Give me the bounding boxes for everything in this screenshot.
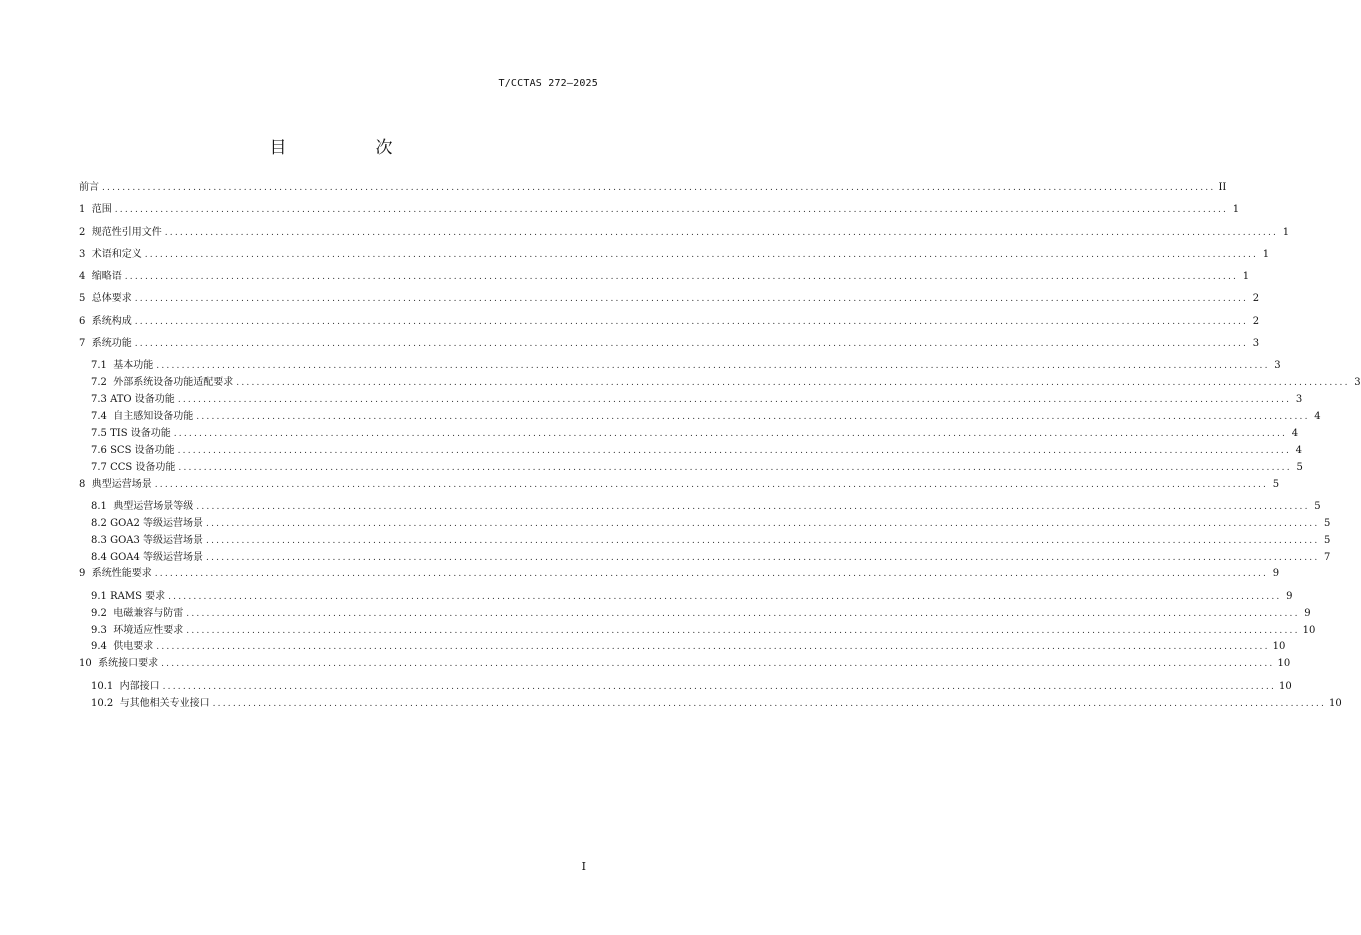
toc-entry[interactable] <box>79 680 1292 697</box>
toc-entry[interactable] <box>79 427 1299 444</box>
toc-entry-page: 2 <box>1252 315 1260 327</box>
toc-entry[interactable] <box>79 203 1240 225</box>
toc-leader-dots: ............................................................................................................................................................................................................................ <box>134 339 1249 350</box>
toc-entry-label: 10 系统接口要求 <box>79 658 159 670</box>
toc-entry[interactable] <box>79 248 1270 270</box>
toc-leader-dots: ............................................................................................................................................................................................................................ <box>154 479 1269 490</box>
toc-leader-dots: ............................................................................................................................................................................................................................ <box>178 462 1292 473</box>
toc-leader-dots: ............................................................................................................................................................................................................................ <box>144 249 1259 260</box>
toc-leader-dots: ............................................................................................................................................................................................................................ <box>177 395 1292 406</box>
toc-entry[interactable] <box>79 393 1303 410</box>
toc-entry[interactable] <box>79 551 1331 568</box>
toc-entry[interactable] <box>79 590 1293 607</box>
toc-entry-label: 8.3 GOA3 等级运营场景 <box>91 534 204 546</box>
toc-entry[interactable] <box>79 410 1321 427</box>
toc-entry-label: 1 范围 <box>79 204 112 216</box>
toc-entry-page: 10 <box>1272 641 1286 653</box>
toc-leader-dots: ............................................................................................................................................................................................................................ <box>156 642 1270 653</box>
toc-entry-page: 10 <box>1277 658 1291 670</box>
toc-leader-dots: ............................................................................................................................................................................................................................ <box>161 659 1275 670</box>
toc-entry-page: 5 <box>1314 500 1321 512</box>
toc-entry-label: 7.7 CCS 设备功能 <box>91 461 176 473</box>
toc-entry-label: 10.1 内部接口 <box>91 680 160 692</box>
toc-leader-dots: ............................................................................................................................................................................................................................ <box>164 227 1279 238</box>
toc-entry-label: 8.1 典型运营场景等级 <box>91 500 194 512</box>
toc-entry-label: 7.6 SCS 设备功能 <box>91 444 175 456</box>
toc-entry[interactable] <box>79 517 1331 534</box>
toc-leader-dots: ............................................................................................................................................................................................................................ <box>206 535 1320 546</box>
toc-entry-page: 7 <box>1324 551 1331 563</box>
toc-entry-label: 3 术语和定义 <box>79 248 142 260</box>
toc-entry-label: 8.4 GOA4 等级运营场景 <box>91 551 204 563</box>
toc-leader-dots: ............................................................................................................................................................................................................................ <box>196 412 1310 423</box>
toc-entry[interactable] <box>79 315 1260 337</box>
toc-entry[interactable] <box>79 624 1316 641</box>
toc-entry-page: 10 <box>1302 624 1316 636</box>
toc-entry-label: 4 缩略语 <box>79 271 122 283</box>
toc-entry[interactable] <box>79 181 1227 203</box>
toc-entry[interactable] <box>79 500 1321 517</box>
toc-entry[interactable] <box>79 444 1303 461</box>
toc-entry-page: 4 <box>1295 444 1303 456</box>
toc-entry-page: 5 <box>1296 461 1303 473</box>
toc-entry-label: 7.4 自主感知设备功能 <box>91 411 194 423</box>
toc-leader-dots: ............................................................................................................................................................................................................................ <box>102 183 1216 193</box>
toc-leader-dots: ............................................................................................................................................................................................................................ <box>186 625 1300 636</box>
toc-entry-label: 8 典型运营场景 <box>79 478 152 490</box>
toc-entry-page: 10 <box>1329 697 1342 709</box>
toc-entry[interactable] <box>79 226 1290 248</box>
toc-entry-label: 7.3 ATO 设备功能 <box>91 394 175 406</box>
toc-entry-page: 9 <box>1304 607 1311 619</box>
toc-entry-label: 7.5 TIS 设备功能 <box>91 427 171 439</box>
toc-entry[interactable] <box>79 270 1250 292</box>
toc-entry-label: 9.3 环境适应性要求 <box>91 624 184 636</box>
toc-entry-label: 9.1 RAMS 要求 <box>91 590 166 602</box>
toc-entry[interactable] <box>79 534 1331 551</box>
toc-leader-dots: ............................................................................................................................................................................................................................ <box>134 294 1249 305</box>
toc-entry-page: II <box>1218 182 1227 193</box>
toc-leader-dots: ............................................................................................................................................................................................................................ <box>177 445 1292 456</box>
toc-entry-page: 9 <box>1286 590 1293 602</box>
toc-entry-page: 2 <box>1252 293 1260 305</box>
toc-entry-label: 9 系统性能要求 <box>79 568 152 580</box>
toc-entry-label: 9.2 电磁兼容与防雷 <box>91 607 184 619</box>
toc-entry[interactable] <box>79 376 1361 393</box>
toc-entry-page: 5 <box>1272 478 1280 490</box>
toc-entry[interactable] <box>79 359 1281 376</box>
toc-entry-label: 2 规范性引用文件 <box>79 226 162 238</box>
toc-entry-page: 3 <box>1274 360 1281 372</box>
toc-entry-label: 7.2 外部系统设备功能适配要求 <box>91 377 234 389</box>
toc-list <box>79 181 1361 713</box>
toc-leader-dots: ............................................................................................................................................................................................................................ <box>173 428 1288 439</box>
toc-entry[interactable] <box>79 478 1280 500</box>
toc-entry-page: 1 <box>1262 248 1270 260</box>
toc-leader-dots: ............................................................................................................................................................................................................................ <box>236 378 1350 389</box>
toc-entry[interactable] <box>79 657 1291 679</box>
toc-entry-page: 1 <box>1242 271 1250 283</box>
toc-entry-label: 7.1 基本功能 <box>91 360 154 372</box>
toc-leader-dots: ............................................................................................................................................................................................................................ <box>206 552 1320 563</box>
toc-entry[interactable] <box>79 567 1280 589</box>
toc-entry-page: 1 <box>1232 204 1240 216</box>
toc-leader-dots: ............................................................................................................................................................................................................................ <box>154 569 1269 580</box>
toc-title: 目 次 <box>269 138 429 158</box>
toc-leader-dots: ............................................................................................................................................................................................................................ <box>186 608 1300 619</box>
toc-entry-page: 4 <box>1291 427 1299 439</box>
toc-entry[interactable] <box>79 697 1342 714</box>
toc-entry-label: 6 系统构成 <box>79 315 132 327</box>
toc-leader-dots: ............................................................................................................................................................................................................................ <box>134 316 1249 327</box>
toc-leader-dots: ............................................................................................................................................................................................................................ <box>162 681 1277 692</box>
toc-entry[interactable] <box>79 292 1260 314</box>
toc-entry-label: 前言 <box>79 182 99 193</box>
toc-entry-page: 3 <box>1354 377 1361 389</box>
toc-entry-label: 10.2 与其他相关专业接口 <box>91 697 210 709</box>
page-number: I <box>581 860 586 873</box>
toc-entry-page: 3 <box>1252 338 1260 350</box>
toc-entry-label: 5 总体要求 <box>79 293 132 305</box>
toc-leader-dots: ............................................................................................................................................................................................................................ <box>196 501 1310 512</box>
toc-entry[interactable] <box>79 607 1311 624</box>
toc-leader-dots: ............................................................................................................................................................................................................................ <box>156 361 1270 372</box>
toc-leader-dots: ............................................................................................................................................................................................................................ <box>206 518 1320 529</box>
toc-entry-label: 7 系统功能 <box>79 338 132 350</box>
toc-leader-dots: ............................................................................................................................................................................................................................ <box>168 591 1282 602</box>
toc-entry[interactable] <box>79 640 1286 657</box>
toc-entry-page: 1 <box>1282 226 1290 238</box>
toc-entry-page: 3 <box>1295 394 1303 406</box>
toc-entry-page: 9 <box>1272 568 1280 580</box>
toc-entry[interactable] <box>79 337 1260 359</box>
toc-entry-label: 9.4 供电要求 <box>91 641 154 653</box>
toc-leader-dots: ............................................................................................................................................................................................................................ <box>114 205 1229 216</box>
toc-leader-dots: ............................................................................................................................................................................................................................ <box>212 698 1327 709</box>
toc-entry-page: 4 <box>1314 411 1321 423</box>
toc-entry[interactable] <box>79 461 1303 478</box>
toc-entry-label: 8.2 GOA2 等级运营场景 <box>91 517 204 529</box>
toc-entry-page: 10 <box>1279 680 1292 692</box>
toc-entry-page: 5 <box>1324 517 1331 529</box>
toc-leader-dots: ............................................................................................................................................................................................................................ <box>124 272 1239 283</box>
toc-entry-page: 5 <box>1324 534 1331 546</box>
standard-code: T/CCTAS 272—2025 <box>498 78 598 89</box>
